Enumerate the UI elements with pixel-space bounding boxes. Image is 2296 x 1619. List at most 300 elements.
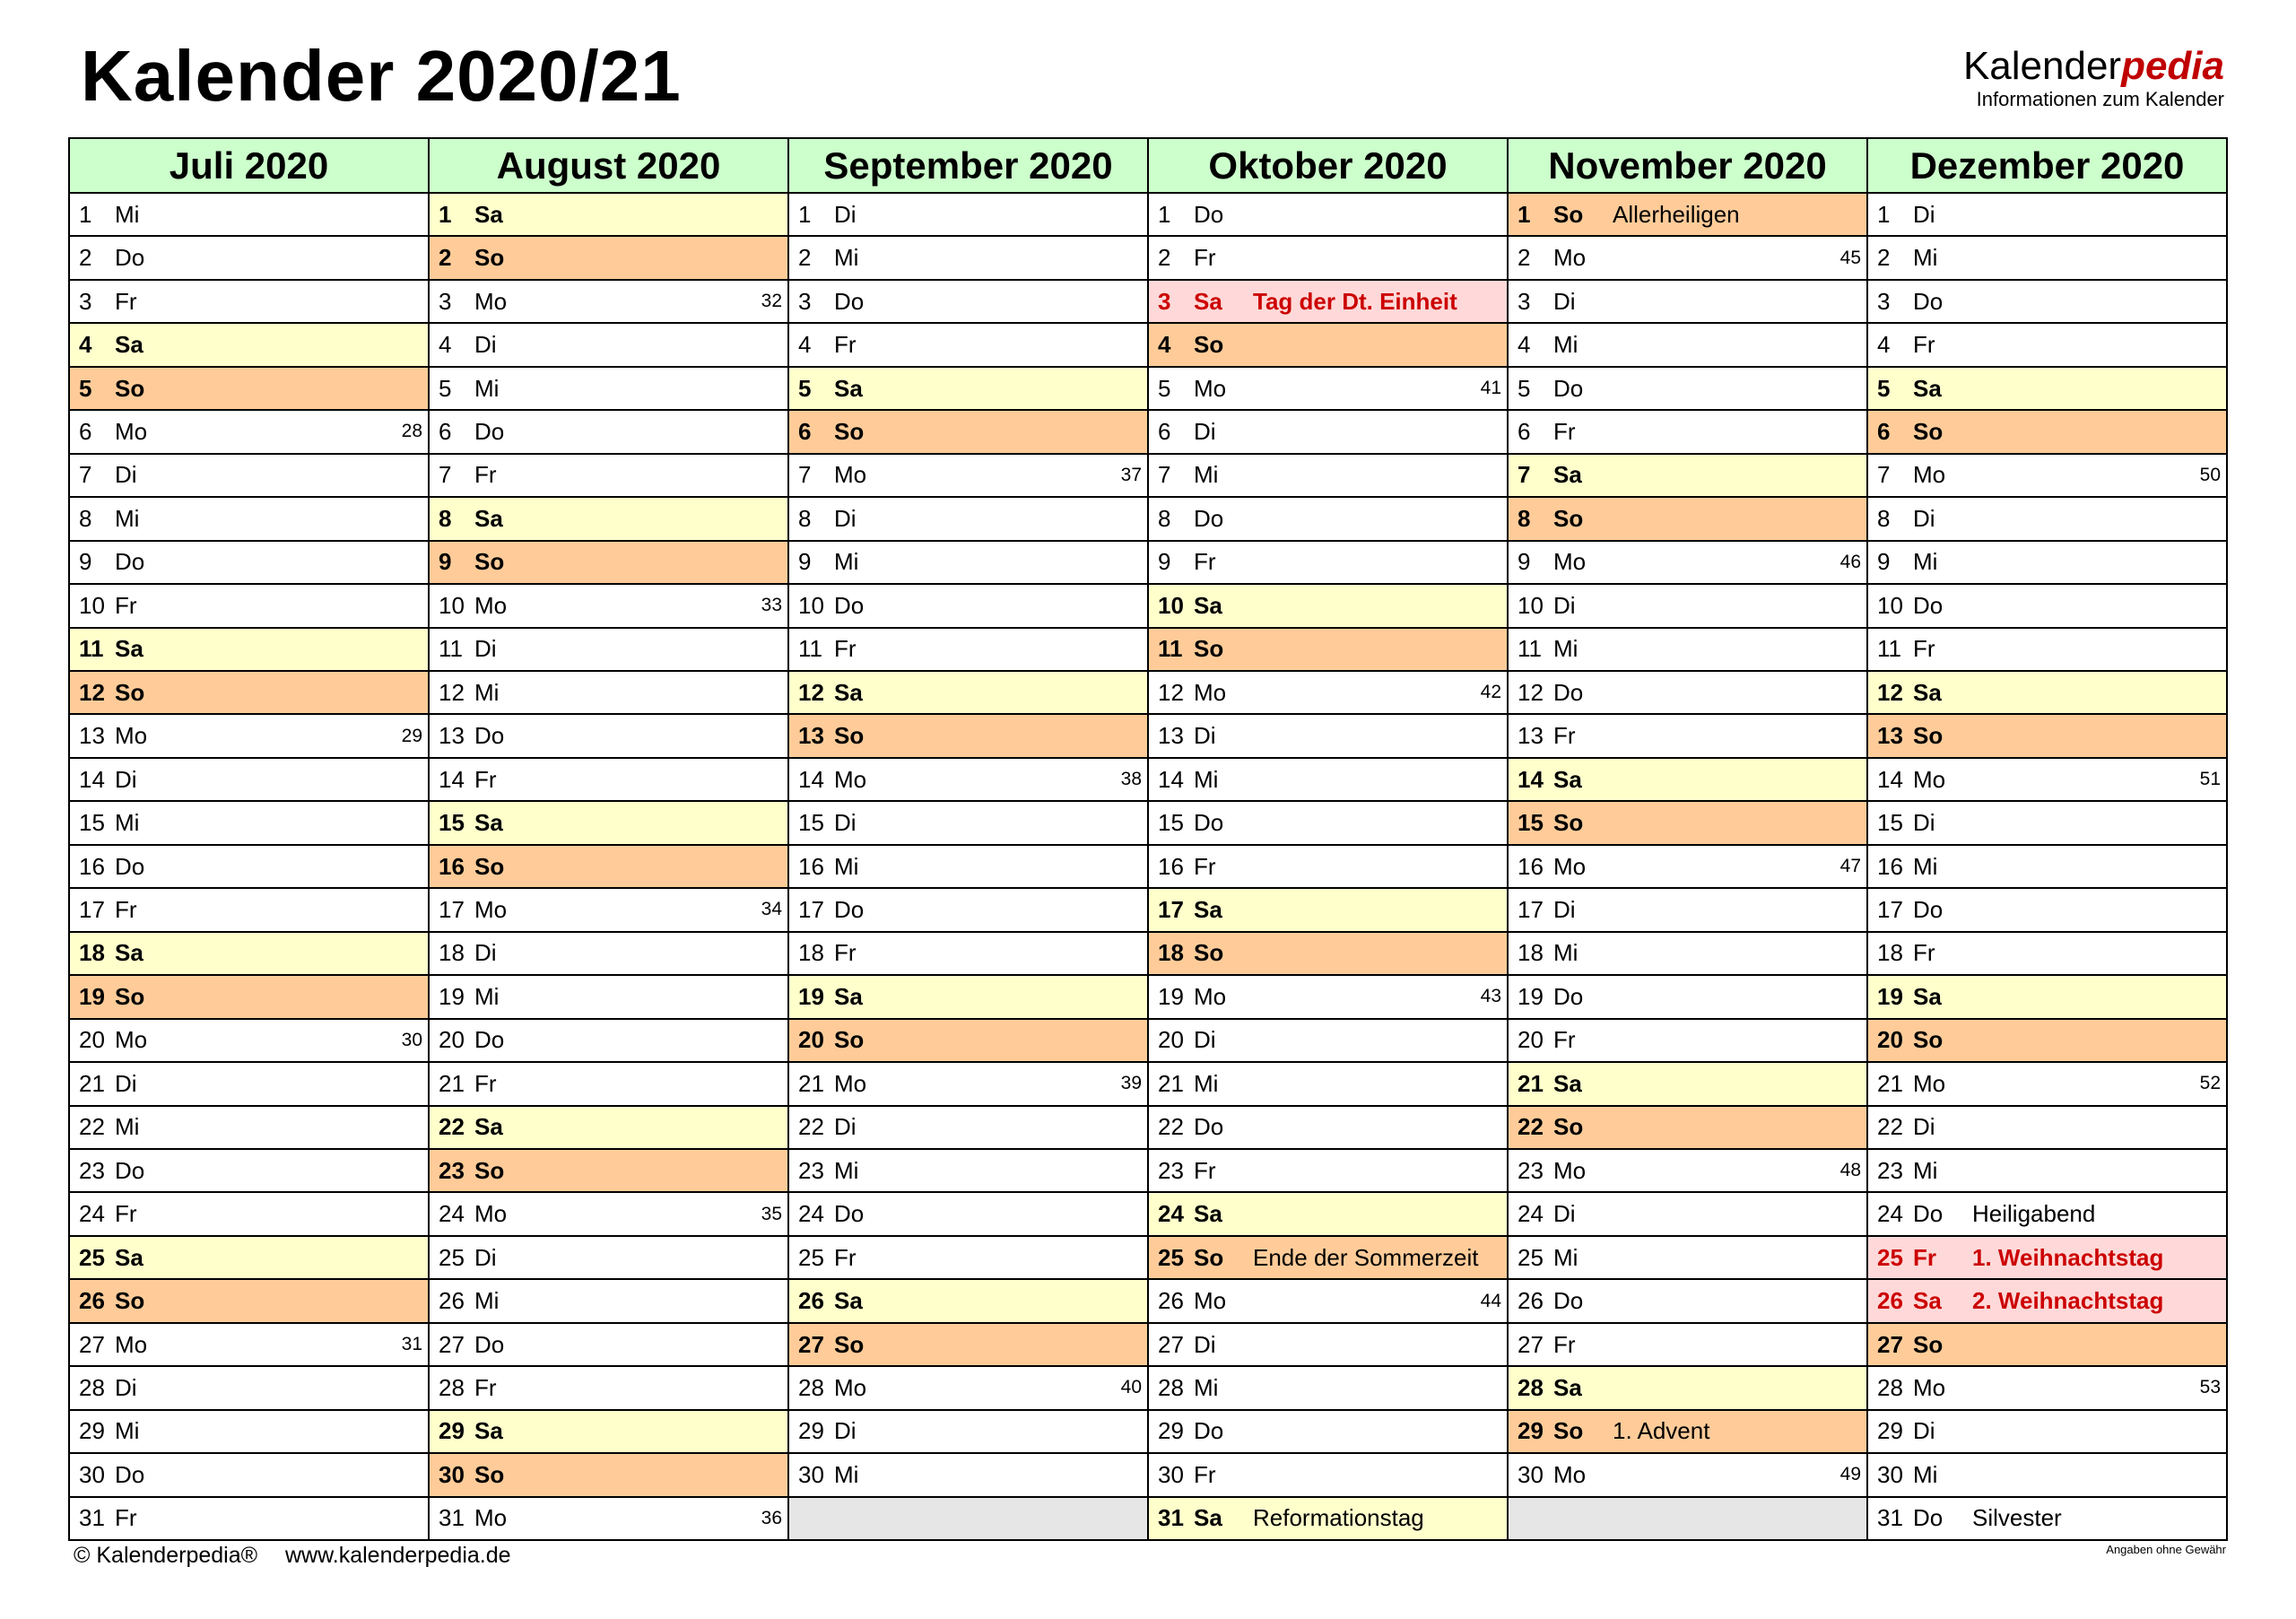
month-header: Oktober 2020 xyxy=(1149,139,1507,194)
weekday: So xyxy=(474,1460,505,1488)
day-row xyxy=(789,672,1147,715)
weekday: Mi xyxy=(115,504,140,532)
day-number: 9 xyxy=(439,548,452,576)
day-number: 17 xyxy=(79,895,105,923)
week-number: 32 xyxy=(761,291,782,312)
day-row xyxy=(1868,324,2226,367)
day-number: 2 xyxy=(1158,244,1171,272)
day-row xyxy=(1149,1280,1507,1323)
weekday: Sa xyxy=(115,635,144,663)
weekday: Sa xyxy=(1553,1373,1582,1401)
day-number: 22 xyxy=(1158,1113,1184,1141)
month-header: Dezember 2020 xyxy=(1868,139,2226,194)
weekday: Do xyxy=(1553,1287,1584,1315)
weekday: Di xyxy=(115,1373,137,1401)
weekday: Di xyxy=(1913,1417,1935,1445)
week-number: 41 xyxy=(1480,378,1501,399)
day-number: 29 xyxy=(1877,1417,1903,1445)
weekday: Sa xyxy=(1194,591,1222,619)
weekday: Sa xyxy=(1913,678,1942,706)
day-row xyxy=(1149,629,1507,672)
weekday: Fr xyxy=(1194,1460,1216,1488)
day-number: 29 xyxy=(1158,1417,1184,1445)
day-row xyxy=(430,933,787,976)
weekday: Sa xyxy=(1913,374,1942,402)
day-row xyxy=(1868,1367,2226,1410)
day-row xyxy=(70,324,428,367)
week-number: 50 xyxy=(2199,464,2221,485)
weekday: Fr xyxy=(834,939,857,967)
month-column xyxy=(1149,139,1509,1539)
day-row xyxy=(430,1020,787,1063)
day-number: 20 xyxy=(1877,1026,1903,1054)
day-number: 21 xyxy=(798,1069,824,1097)
event-label: 2. Weihnachtstag xyxy=(1972,1287,2164,1315)
week-number: 53 xyxy=(2199,1377,2221,1398)
weekday: Sa xyxy=(834,1287,863,1315)
weekday: Do xyxy=(1913,1200,1944,1228)
day-row xyxy=(1149,1454,1507,1497)
weekday: Mi xyxy=(834,1460,859,1488)
weekday: Do xyxy=(474,1330,505,1358)
page-title: Kalender 2020/21 xyxy=(81,36,682,116)
weekday: Fr xyxy=(115,287,137,315)
day-number: 6 xyxy=(79,417,92,445)
day-number: 16 xyxy=(798,852,824,880)
weekday: Do xyxy=(1913,287,1944,315)
weekday: Mi xyxy=(1194,461,1219,489)
day-number: 29 xyxy=(798,1417,824,1445)
day-number: 17 xyxy=(1877,895,1903,923)
day-row xyxy=(1509,1367,1866,1410)
day-number: 7 xyxy=(439,461,452,489)
day-number: 8 xyxy=(1877,504,1891,532)
day-row xyxy=(430,802,787,845)
day-number: 30 xyxy=(798,1460,824,1488)
day-number: 3 xyxy=(798,287,812,315)
day-row xyxy=(430,324,787,367)
month-header: November 2020 xyxy=(1509,139,1866,194)
weekday: Do xyxy=(1553,982,1584,1010)
day-row xyxy=(430,498,787,541)
day-row xyxy=(70,1063,428,1106)
day-number: 24 xyxy=(1158,1200,1184,1228)
day-row xyxy=(789,368,1147,411)
day-row xyxy=(1149,759,1507,802)
weekday: Do xyxy=(474,722,505,750)
day-number: 15 xyxy=(79,809,105,837)
day-number: 9 xyxy=(79,548,92,576)
weekday: Fr xyxy=(834,635,857,663)
weekday: Mi xyxy=(1913,244,1938,272)
day-row xyxy=(70,1324,428,1367)
weekday: Sa xyxy=(1194,1200,1222,1228)
day-row xyxy=(1509,715,1866,758)
day-row xyxy=(789,237,1147,280)
day-row xyxy=(1149,672,1507,715)
day-number: 8 xyxy=(79,504,92,532)
day-number: 27 xyxy=(79,1330,105,1358)
day-number: 17 xyxy=(1518,895,1544,923)
day-row xyxy=(70,281,428,324)
day-row xyxy=(789,194,1147,237)
day-number: 13 xyxy=(798,722,824,750)
weekday: Fr xyxy=(1194,1156,1216,1184)
day-number: 3 xyxy=(1518,287,1531,315)
day-row xyxy=(789,759,1147,802)
event-label: Tag der Dt. Einheit xyxy=(1253,287,1457,315)
day-row xyxy=(789,629,1147,672)
day-number: 31 xyxy=(79,1504,105,1532)
day-number: 20 xyxy=(798,1026,824,1054)
day-number: 10 xyxy=(439,591,465,619)
day-row xyxy=(70,1454,428,1497)
weekday: Fr xyxy=(1913,1243,1936,1271)
day-row xyxy=(1868,976,2226,1019)
day-list xyxy=(789,194,1147,1539)
day-number: 21 xyxy=(79,1069,105,1097)
day-row xyxy=(789,324,1147,367)
month-column xyxy=(1868,139,2226,1539)
day-row xyxy=(70,933,428,976)
day-row xyxy=(1149,542,1507,585)
day-number: 24 xyxy=(798,1200,824,1228)
week-number: 48 xyxy=(1839,1160,1861,1181)
day-number: 25 xyxy=(798,1243,824,1271)
day-number: 26 xyxy=(798,1287,824,1315)
day-number: 22 xyxy=(1877,1113,1903,1141)
day-row xyxy=(430,542,787,585)
day-number: 24 xyxy=(79,1200,105,1228)
website-link[interactable]: www.kalenderpedia.de xyxy=(284,1543,511,1568)
day-row xyxy=(1509,1237,1866,1280)
day-row xyxy=(70,976,428,1019)
day-row xyxy=(1149,1498,1507,1539)
day-row xyxy=(1509,281,1866,324)
day-row xyxy=(789,1063,1147,1106)
weekday: Di xyxy=(115,461,137,489)
day-row xyxy=(70,1193,428,1236)
day-row xyxy=(430,237,787,280)
day-row xyxy=(1149,1107,1507,1150)
day-number: 10 xyxy=(798,591,824,619)
day-number: 10 xyxy=(79,591,105,619)
day-number: 1 xyxy=(439,200,452,228)
week-number: 43 xyxy=(1480,986,1501,1007)
weekday: Mo xyxy=(834,1373,867,1401)
day-number: 1 xyxy=(79,200,92,228)
day-number: 28 xyxy=(439,1373,465,1401)
weekday: Do xyxy=(115,1460,145,1488)
weekday: Sa xyxy=(115,331,144,359)
day-row xyxy=(789,1107,1147,1150)
day-number: 23 xyxy=(79,1156,105,1184)
day-number: 28 xyxy=(798,1373,824,1401)
day-row xyxy=(1149,1411,1507,1454)
day-number: 31 xyxy=(1877,1504,1903,1532)
day-row xyxy=(1509,411,1866,454)
week-number: 31 xyxy=(401,1334,422,1354)
week-number: 40 xyxy=(1120,1377,1142,1398)
day-row xyxy=(1509,455,1866,498)
day-number: 31 xyxy=(1158,1504,1184,1532)
weekday: So xyxy=(1913,1330,1944,1358)
day-number: 14 xyxy=(1518,765,1544,793)
weekday: Sa xyxy=(1553,461,1582,489)
day-number: 12 xyxy=(1877,678,1903,706)
weekday: So xyxy=(1553,504,1584,532)
day-row xyxy=(789,542,1147,585)
day-row xyxy=(789,1367,1147,1410)
day-number: 22 xyxy=(798,1113,824,1141)
day-row xyxy=(1868,585,2226,628)
day-number: 15 xyxy=(1158,809,1184,837)
day-list xyxy=(430,194,787,1539)
day-row xyxy=(1509,585,1866,628)
day-row xyxy=(430,846,787,889)
brand-logo xyxy=(1963,45,2224,111)
week-number: 35 xyxy=(761,1203,782,1224)
weekday: Do xyxy=(1194,1113,1224,1141)
day-row xyxy=(1868,1454,2226,1497)
weekday: Sa xyxy=(474,1417,503,1445)
day-number: 13 xyxy=(1158,722,1184,750)
weekday: So xyxy=(834,722,865,750)
weekday: Sa xyxy=(834,374,863,402)
day-number: 2 xyxy=(798,244,812,272)
day-number: 8 xyxy=(439,504,452,532)
day-row xyxy=(70,411,428,454)
event-label: Reformationstag xyxy=(1253,1504,1424,1532)
day-row xyxy=(1509,237,1866,280)
weekday: Di xyxy=(1553,287,1576,315)
day-row xyxy=(1868,1498,2226,1539)
day-row xyxy=(70,1237,428,1280)
weekday: Do xyxy=(1194,1417,1224,1445)
weekday: Di xyxy=(474,1243,497,1271)
weekday: Di xyxy=(1194,1026,1216,1054)
weekday: Mo xyxy=(1553,244,1587,272)
day-row xyxy=(789,498,1147,541)
day-number: 4 xyxy=(1158,331,1171,359)
day-row xyxy=(1868,802,2226,845)
day-number: 17 xyxy=(798,895,824,923)
day-row xyxy=(1868,715,2226,758)
day-number: 17 xyxy=(439,895,465,923)
day-number: 13 xyxy=(439,722,465,750)
day-number: 23 xyxy=(798,1156,824,1184)
weekday: Sa xyxy=(474,809,503,837)
day-row xyxy=(789,846,1147,889)
day-number: 1 xyxy=(1518,200,1531,228)
copyright: © Kalenderpedia® xyxy=(74,1543,258,1568)
day-number: 7 xyxy=(79,461,92,489)
day-number: 2 xyxy=(439,244,452,272)
day-row xyxy=(1149,1020,1507,1063)
weekday: Mo xyxy=(115,1026,148,1054)
day-number: 16 xyxy=(1158,852,1184,880)
day-number: 25 xyxy=(1877,1243,1903,1271)
day-row xyxy=(1509,802,1866,845)
day-row xyxy=(1868,237,2226,280)
weekday: Sa xyxy=(1553,765,1582,793)
day-row xyxy=(1509,1193,1866,1236)
weekday: Mi xyxy=(1553,939,1578,967)
day-number: 7 xyxy=(1158,461,1171,489)
day-row xyxy=(789,1280,1147,1323)
day-list xyxy=(1868,194,2226,1539)
day-number: 9 xyxy=(798,548,812,576)
day-number: 2 xyxy=(1518,244,1531,272)
day-number: 14 xyxy=(439,765,465,793)
day-row xyxy=(789,1324,1147,1367)
day-row xyxy=(70,237,428,280)
day-number: 12 xyxy=(1518,678,1544,706)
day-number: 18 xyxy=(1518,939,1544,967)
day-number: 19 xyxy=(798,982,824,1010)
day-number: 8 xyxy=(798,504,812,532)
weekday: Fr xyxy=(1194,548,1216,576)
day-number: 11 xyxy=(439,635,463,663)
weekday: Mo xyxy=(474,1200,508,1228)
day-number: 8 xyxy=(1158,504,1171,532)
day-row xyxy=(1509,889,1866,932)
day-number: 1 xyxy=(1158,200,1171,228)
day-row xyxy=(1509,976,1866,1019)
weekday: So xyxy=(834,1026,865,1054)
day-row xyxy=(1149,1193,1507,1236)
day-row xyxy=(789,889,1147,932)
day-row xyxy=(1868,1063,2226,1106)
day-row xyxy=(1509,1454,1866,1497)
day-row xyxy=(789,1411,1147,1454)
day-number: 18 xyxy=(1158,939,1184,967)
weekday: Fr xyxy=(1194,244,1216,272)
day-number: 11 xyxy=(798,635,822,663)
day-row xyxy=(1149,194,1507,237)
day-number: 4 xyxy=(79,331,92,359)
weekday: Fr xyxy=(834,331,857,359)
day-row xyxy=(1868,629,2226,672)
weekday: Di xyxy=(834,504,857,532)
weekday: Fr xyxy=(474,461,497,489)
day-row xyxy=(70,455,428,498)
day-row xyxy=(1868,542,2226,585)
empty-cell xyxy=(789,1498,1147,1539)
day-number: 5 xyxy=(79,374,92,402)
day-number: 3 xyxy=(79,287,92,315)
day-number: 19 xyxy=(1877,982,1903,1010)
day-row xyxy=(1868,368,2226,411)
day-number: 5 xyxy=(1518,374,1531,402)
day-row xyxy=(1149,411,1507,454)
week-number: 36 xyxy=(761,1507,782,1528)
footer xyxy=(74,1543,533,1569)
day-number: 29 xyxy=(1518,1417,1544,1445)
weekday: Di xyxy=(1194,722,1216,750)
weekday: Do xyxy=(834,895,865,923)
weekday: Fr xyxy=(1553,417,1576,445)
weekday: Mi xyxy=(1553,635,1578,663)
day-number: 25 xyxy=(79,1243,105,1271)
day-row xyxy=(430,368,787,411)
day-number: 10 xyxy=(1518,591,1544,619)
month-header: Juli 2020 xyxy=(70,139,428,194)
week-number: 44 xyxy=(1480,1290,1501,1311)
week-number: 37 xyxy=(1120,464,1142,485)
day-number: 19 xyxy=(1158,982,1184,1010)
day-row xyxy=(70,1411,428,1454)
day-number: 16 xyxy=(1877,852,1903,880)
weekday: So xyxy=(115,1287,145,1315)
weekday: Di xyxy=(474,939,497,967)
weekday: So xyxy=(115,982,145,1010)
event-label: 1. Weihnachtstag xyxy=(1972,1243,2164,1271)
weekday: Sa xyxy=(834,982,863,1010)
empty-cell xyxy=(1509,1498,1866,1539)
day-row xyxy=(1509,1063,1866,1106)
weekday: Mo xyxy=(474,591,508,619)
month-header: August 2020 xyxy=(430,139,787,194)
day-number: 24 xyxy=(439,1200,465,1228)
day-number: 18 xyxy=(439,939,465,967)
weekday: Mi xyxy=(834,548,859,576)
week-number: 28 xyxy=(401,421,422,442)
weekday: Do xyxy=(115,548,145,576)
weekday: Do xyxy=(1553,678,1584,706)
day-number: 31 xyxy=(439,1504,465,1532)
day-row xyxy=(430,411,787,454)
weekday: Mi xyxy=(834,852,859,880)
weekday: Sa xyxy=(834,678,863,706)
day-row xyxy=(1868,846,2226,889)
day-row xyxy=(789,1454,1147,1497)
weekday: Mi xyxy=(1913,1460,1938,1488)
day-number: 6 xyxy=(1877,417,1891,445)
day-number: 30 xyxy=(1158,1460,1184,1488)
day-row xyxy=(789,455,1147,498)
day-number: 18 xyxy=(798,939,824,967)
weekday: Mo xyxy=(834,461,867,489)
day-number: 3 xyxy=(1877,287,1891,315)
weekday: Mi xyxy=(1194,1069,1219,1097)
day-row xyxy=(430,281,787,324)
weekday: Mi xyxy=(1913,1156,1938,1184)
weekday: So xyxy=(474,852,505,880)
weekday: Mo xyxy=(834,1069,867,1097)
weekday: Di xyxy=(1913,809,1935,837)
day-number: 10 xyxy=(1158,591,1184,619)
day-row xyxy=(430,1498,787,1539)
weekday: Do xyxy=(115,852,145,880)
day-number: 11 xyxy=(79,635,104,663)
weekday: Mo xyxy=(115,417,148,445)
day-number: 13 xyxy=(1877,722,1903,750)
day-row xyxy=(789,1237,1147,1280)
day-row xyxy=(789,1193,1147,1236)
day-row xyxy=(1868,889,2226,932)
day-number: 3 xyxy=(1158,287,1171,315)
day-number: 4 xyxy=(439,331,452,359)
weekday: Fr xyxy=(1553,1026,1576,1054)
day-row xyxy=(70,1367,428,1410)
weekday: Mo xyxy=(1553,548,1587,576)
day-number: 19 xyxy=(439,982,465,1010)
day-row xyxy=(1149,976,1507,1019)
day-number: 27 xyxy=(439,1330,465,1358)
day-row xyxy=(1868,759,2226,802)
day-number: 27 xyxy=(798,1330,824,1358)
